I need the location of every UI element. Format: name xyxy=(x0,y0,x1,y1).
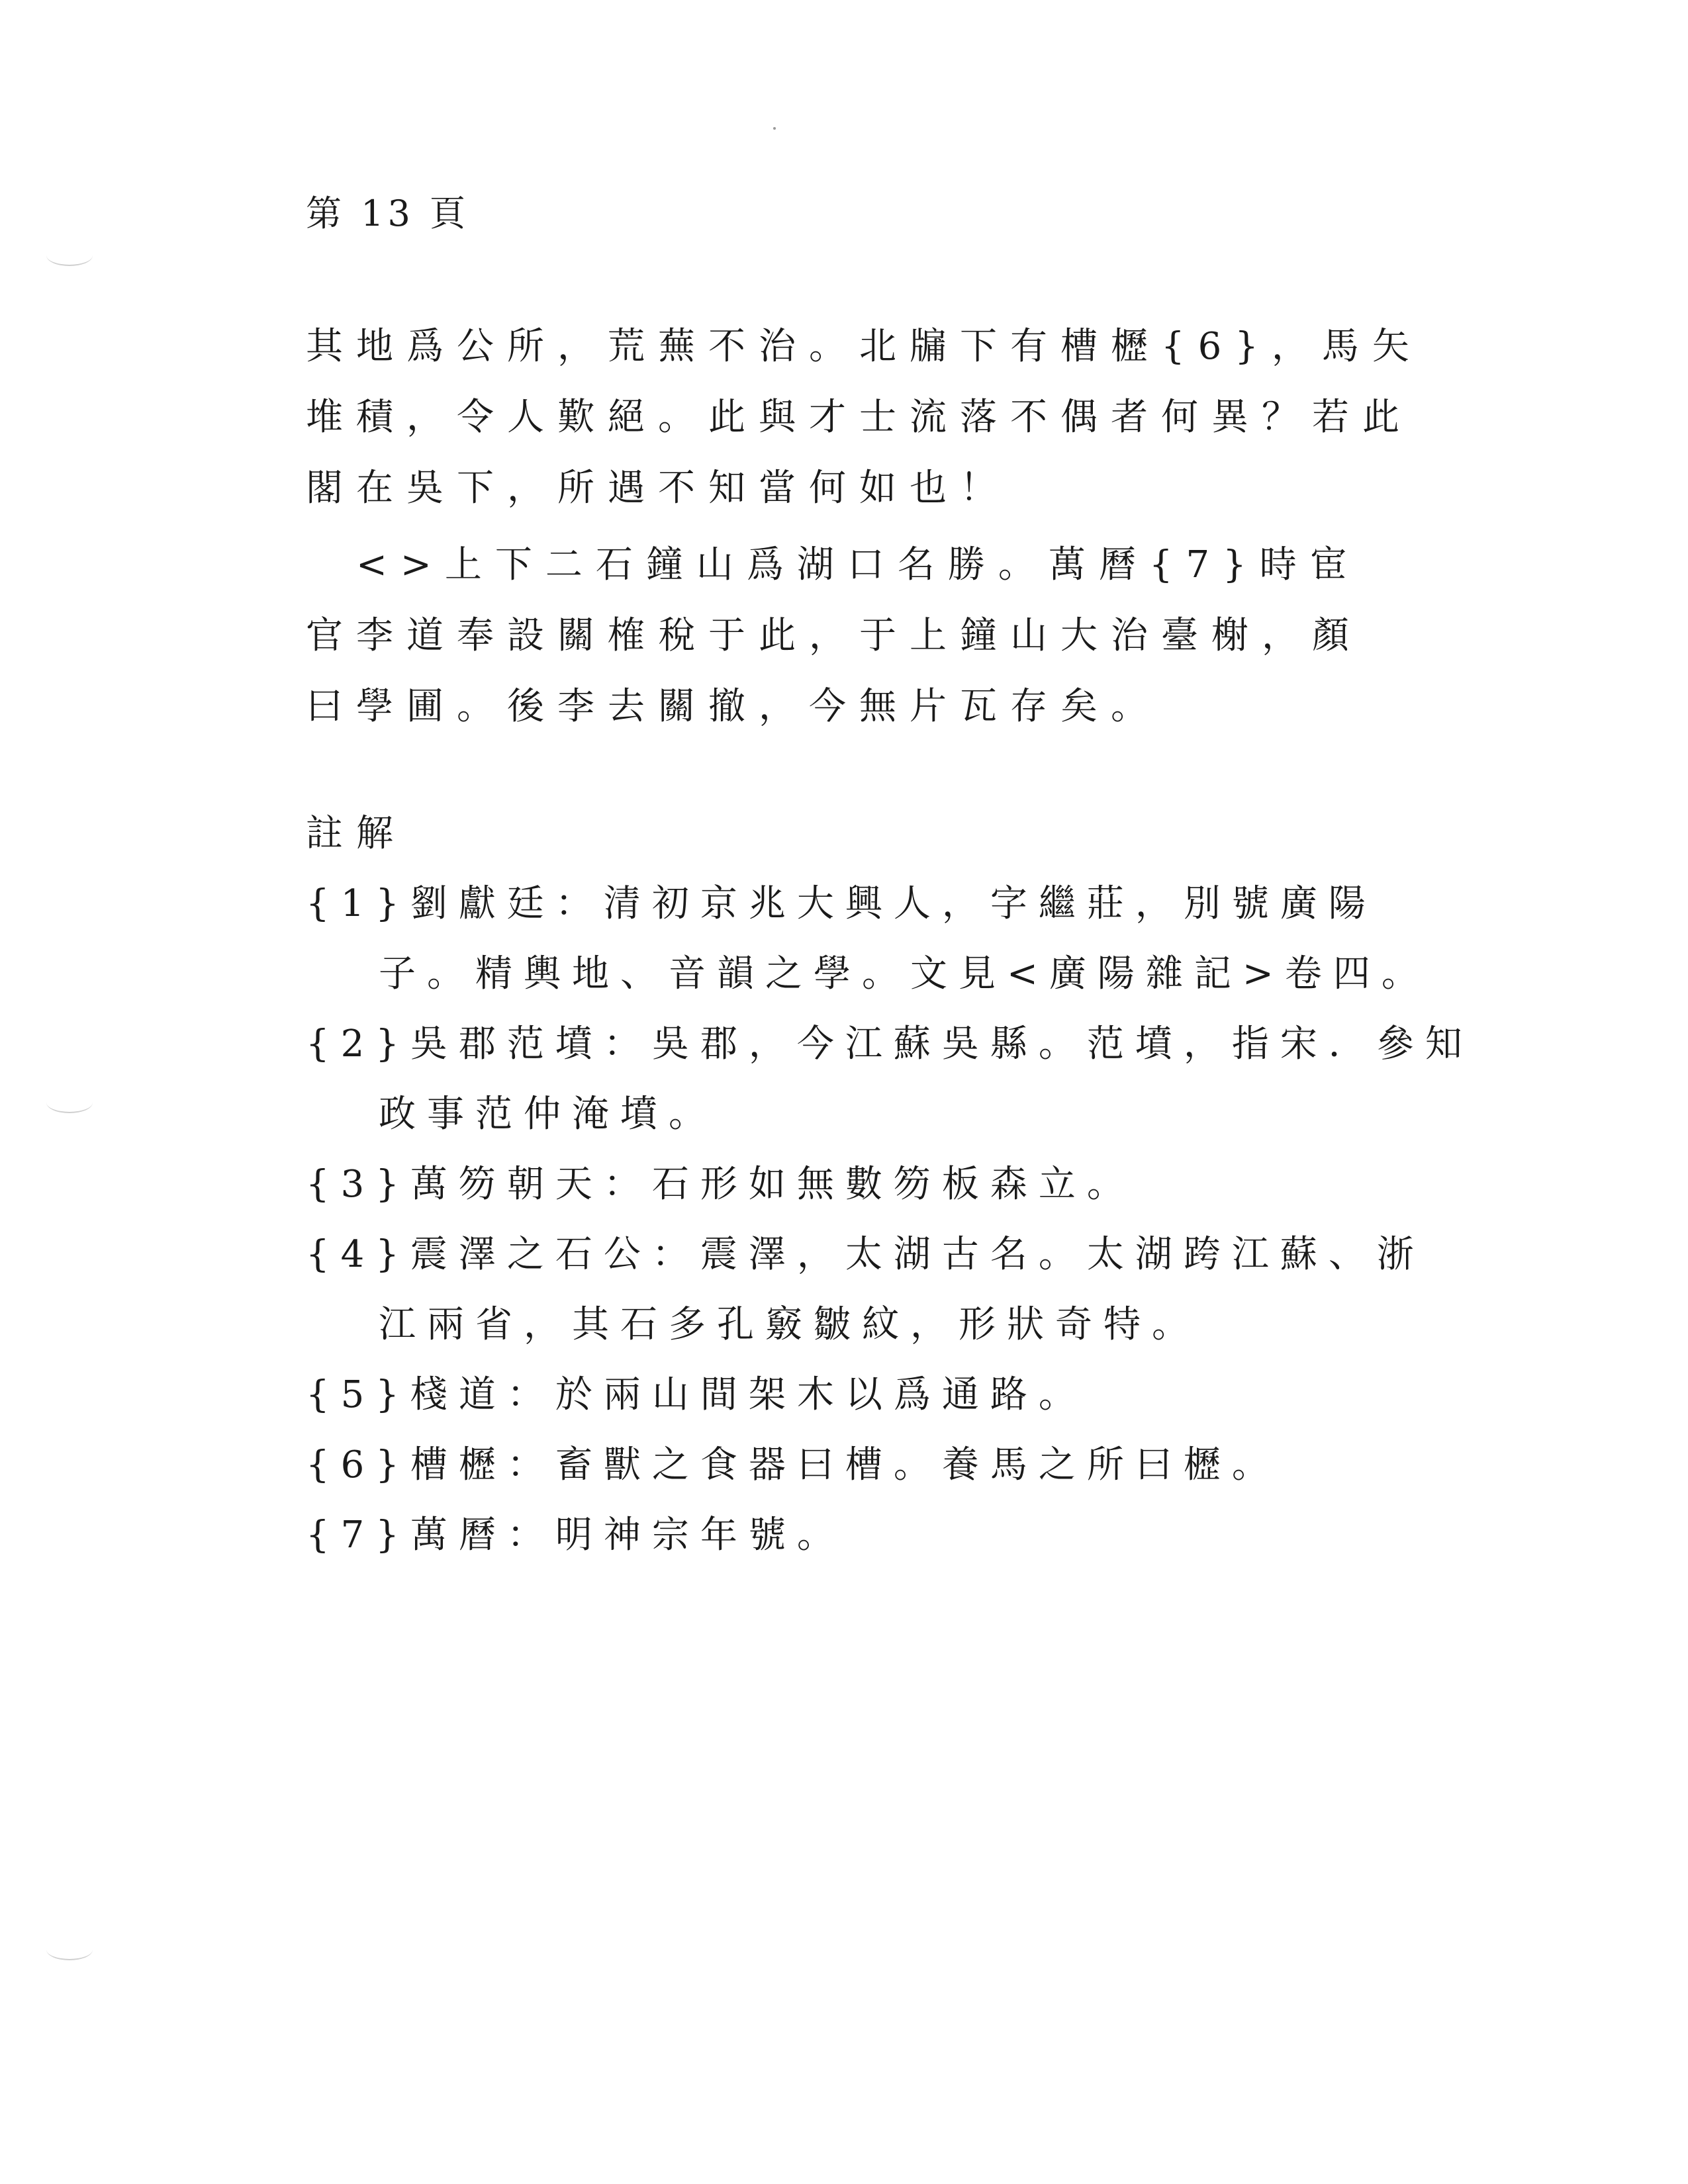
notes-list xyxy=(306,869,1474,1570)
note-text: {2}吳郡范墳：吳郡，今江蘇吳縣。范墳，指宋．參知 xyxy=(306,1023,1474,1066)
punch-hole-mark xyxy=(46,245,93,266)
body-paragraph-2 xyxy=(306,529,1391,742)
note-continuation: 江兩省，其石多孔竅皺紋，形狀奇特。 xyxy=(379,1303,1200,1346)
note-continuation: 子。精輿地、音韻之學。文見<廣陽雜記>卷四。 xyxy=(379,952,1430,995)
text-line: 閣在吳下，所遇不知當何如也！ xyxy=(306,467,1010,510)
note-text: {7}萬曆：明神宗年號。 xyxy=(306,1514,845,1557)
notes-heading: 註解 xyxy=(306,812,406,855)
note-item-3 xyxy=(306,1150,1391,1220)
text-line: 官李道奉設關榷稅于此，于上鐘山大治臺榭，顏 xyxy=(306,614,1362,657)
text-line: 其地爲公所，荒蕪不治。北牖下有槽櫪{6}，馬矢 xyxy=(306,325,1423,368)
text-line: 曰學圃。後李去關撤，今無片瓦存矣。 xyxy=(306,685,1161,728)
note-text: {6}槽櫪：畜獸之食器曰槽。養馬之所曰櫪。 xyxy=(306,1443,1280,1486)
text-line: <>上下二石鐘山爲湖口名勝。萬曆{7}時宦 xyxy=(306,543,1360,586)
note-item-4 xyxy=(306,1220,1425,1360)
scan-speck xyxy=(773,127,776,130)
body-paragraph-1 xyxy=(306,311,1423,523)
note-text: {3}萬笏朝天：石形如無數笏板森立。 xyxy=(306,1163,1135,1206)
note-text: {1}劉獻廷：清初京兆大興人，字繼莊，別號廣陽 xyxy=(306,882,1377,925)
note-item-5 xyxy=(306,1360,1391,1430)
note-item-6 xyxy=(306,1430,1391,1500)
note-item-7 xyxy=(306,1500,1391,1570)
punch-hole-mark xyxy=(46,1939,93,1960)
punch-hole-mark xyxy=(46,1092,93,1113)
note-item-1 xyxy=(306,869,1430,1009)
note-continuation: 政事范仲淹墳。 xyxy=(379,1093,717,1136)
note-item-2 xyxy=(306,1009,1474,1150)
text-line: 堆積，令人歎絕。此與才士流落不偶者何異？若此 xyxy=(306,396,1413,439)
note-text: {5}棧道：於兩山間架木以爲通路。 xyxy=(306,1373,1087,1416)
page-number-header: 第 13 頁 xyxy=(306,193,470,234)
note-text: {4}震澤之石公：震澤，太湖古名。太湖跨江蘇、浙 xyxy=(306,1233,1425,1276)
